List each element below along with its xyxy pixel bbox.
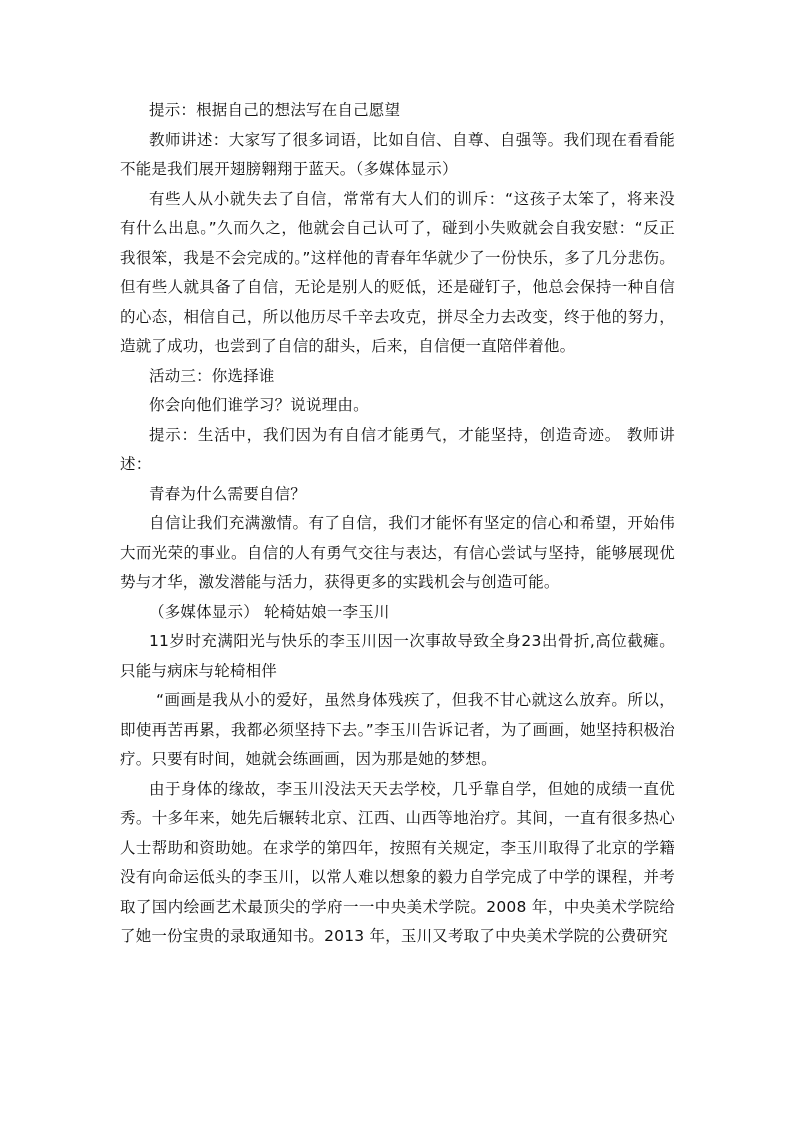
hint-paragraph-1: 提示：根据自己的想法写在自己愿望 xyxy=(149,101,401,119)
li-yuchuan-intro-paragraph: 11岁时充满阳光与快乐的李玉川因一次事故导致全身23出骨折,高位截瘫。只能与病床与轮椅相伴 xyxy=(120,632,675,680)
li-yuchuan-quote-paragraph: “画画是我从小的爱好，虽然身体残疾了，但我不甘心就这么放弃。所以，即使再苦再累，我都必须坚持下去。”李玉川告诉记者，为了画画，她坚持积极治疗。只要有时间，她就会练画画，因为那是她的梦想。 xyxy=(120,691,675,768)
multimedia-heading: （多媒体显示） 轮椅姑娘一李玉川 xyxy=(149,602,390,621)
question-paragraph: 你会向他们谁学习？说说理由。 xyxy=(149,396,369,414)
teacher-narration-paragraph-1: 教师讲述：大家写了很多词语，比如自信、自尊、自强等。我们现在看看能不能是我们展开翅膀翱翔于蓝天。（多媒体显示） xyxy=(120,130,675,178)
confidence-explanation-paragraph: 自信让我们充满激情。有了自信，我们才能怀有坚定的信心和希望，开始伟大而光荣的事业。自信的人有勇气交往与表达，有信心尝试与坚持，能够展现优势与才华，激发潜能与活力，获得更多的实践机会与创造可能。 xyxy=(120,514,675,591)
li-yuchuan-study-paragraph: 由于身体的缘故，李玉川没法天天去学校，几乎靠自学，但她的成绩一直优秀。十多年来，她先后辗转北京、江西、山西等地治疗。其间，一直有很多热心人士帮助和资助她。在求学的第四年，按照有关规定，李玉川取得了北京的学籍没有向命运低头的李玉川，以常人难以想象的毅力自学完成了中学的课程，并考取了国内绘画艺术最顶尖的学府一一中央美术学院。2008 年，中央美术学院给了她一份宝贵的录取通知书。2013 年，玉川又考取了中央美术学院的公费研究 xyxy=(120,779,675,945)
why-confidence-question: 青春为什么需要自信？ xyxy=(149,484,307,503)
document-body xyxy=(120,96,675,952)
story-paragraph-confidence: 有些人从小就失去了自信，常常有大人们的训斥：“这孩子太笨了，将来没有什么出息。”久而久之，他就会自己认可了，碰到小失败就会自我安慰：“反正我很笨，我是不会完成的。”这样他的青春年华就少了一份快乐，多了几分悲伤。但有些人就具备了自信，无论是别人的贬低，还是碰钉子，他总会保持一种自信的心态，相信自己，所以他历尽千辛去攻克，拼尽全力去改变，终于他的努力，造就了成功，也尝到了自信的甜头，后来，自信便一直陪伴着他。 xyxy=(120,189,675,355)
hint-paragraph-2: 提示：生活中，我们因为有自信才能勇气，才能坚持，创造奇迹。 教师讲述： xyxy=(120,425,675,473)
activity-three-heading: 活动三：你选择谁 xyxy=(149,366,275,385)
